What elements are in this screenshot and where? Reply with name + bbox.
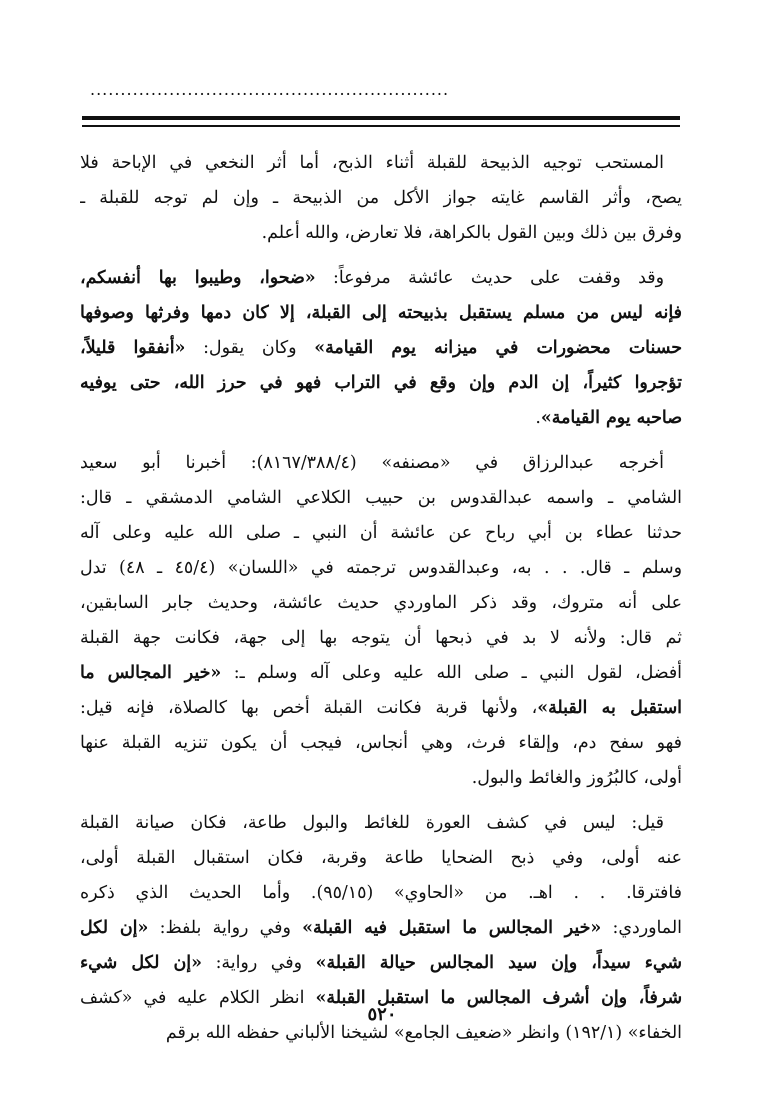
text-line	[80, 401, 682, 436]
body-text: وفي رواية:	[202, 953, 316, 973]
hadith-text: صاحبه يوم القيامة»	[540, 408, 682, 428]
text-line	[80, 146, 682, 181]
hadith-text: «إن لكل	[80, 918, 149, 938]
hadith-text: «إن لكل شيء	[80, 953, 202, 973]
hadith-text: شرفاً، وإن أشرف المجالس ما استقبل القبلة»	[315, 988, 682, 1008]
body-text: أخرجه عبدالرزاق في «مصنفه» (٨١٦٧/٣٨٨/٤): أخبرنا أبو سعيد	[80, 453, 664, 473]
text-line	[80, 181, 682, 216]
body-text: وقد وقفت على حديث عائشة مرفوعاً:	[315, 268, 664, 288]
text-line	[80, 586, 682, 621]
body-text: حدثنا عطاء بن أبي رباح عن عائشة أن النبي ـ صلى الله عليه وعلى آله	[80, 523, 682, 543]
body-text: أفضل، لقول النبي ـ صلى الله عليه وعلى آله وسلم ـ:	[221, 663, 682, 683]
text-line	[80, 261, 682, 296]
hadith-text: «خير المجالس ما	[80, 663, 222, 683]
text-line	[80, 876, 682, 911]
text-line	[80, 946, 682, 981]
paragraph	[80, 261, 682, 436]
hadith-text: «أنفقوا قليلاً،	[80, 338, 186, 358]
body-text: الماوردي:	[601, 918, 682, 938]
body-text: يصح، وأثر القاسم غايته جواز الأكل من الذبيحة ـ وإن لم توجه للقبلة ـ	[80, 188, 682, 208]
body-text: وسلم ـ قال. . . به، وعبدالقدوس ترجمته في «اللسان» (٤٥/٤ ـ ٤٨) تدل	[80, 558, 682, 578]
hadith-text: شيء سيداً، وإن سيد المجالس حيالة القبلة»	[315, 953, 682, 973]
hadith-text: حسنات محضورات في ميزانه يوم القيامة»	[314, 338, 682, 358]
text-line	[80, 621, 682, 656]
text-line	[80, 481, 682, 516]
body-text: أولى، كالبُرُوز والغائط والبول.	[471, 768, 682, 788]
hadith-text: تؤجروا كثيراً، إن الدم وإن وقع في التراب فهو في حرز الله، حتى يوفيه	[80, 373, 682, 393]
text-line	[80, 516, 682, 551]
body-text: وكان يقول:	[185, 338, 315, 358]
body-text: على أنه متروك، وقد ذكر الماوردي حديث عائشة، وحديث جابر السابقين،	[80, 593, 682, 613]
body-text: الشامي ـ واسمه عبدالقدوس بن حبيب الكلاعي الشامي الدمشقي ـ قال:	[80, 488, 682, 508]
body-text: فافترقا. . . اهـ. من «الحاوي» (٩٥/١٥). وأما الحديث الذي ذكره	[80, 883, 682, 903]
body-text: انظر الكلام عليه في «كشف	[80, 988, 316, 1008]
text-line	[80, 551, 682, 586]
main-text	[80, 146, 682, 1061]
text-line	[80, 296, 682, 331]
body-text: وفي رواية بلفظ:	[148, 918, 303, 938]
text-line	[80, 806, 682, 841]
text-line	[80, 761, 682, 796]
page-number: ٥٢٠	[367, 1004, 397, 1025]
body-text: .	[535, 408, 541, 428]
paragraph	[80, 146, 682, 251]
text-line	[80, 911, 682, 946]
text-line	[80, 446, 682, 481]
header-rule-thick	[82, 116, 680, 120]
body-text: قيل: ليس في كشف العورة للغائط والبول طاعة، فكان صيانة القبلة	[80, 813, 664, 833]
body-text: عنه أولى، وفي ذبح الضحايا طاعة وقربة، فكان استقبال القبلة أولى،	[80, 848, 682, 868]
hadith-text: «ضحوا، وطيبوا بها أنفسكم،	[80, 268, 316, 288]
body-text: وفرق بين ذلك وبين القول بالكراهة، فلا تعارض، والله أعلم.	[261, 223, 682, 243]
text-line	[80, 726, 682, 761]
paragraph	[80, 446, 682, 796]
header-dotted-line: ...........................................................	[90, 84, 450, 96]
text-line	[80, 691, 682, 726]
hadith-text: «خير المجالس ما استقبل فيه القبلة»	[302, 918, 602, 938]
text-line	[80, 366, 682, 401]
body-text: المستحب توجيه الذبيحة للقبلة أثناء الذبح، أما أثر النخعي في الإباحة فلا	[80, 153, 664, 173]
body-text: فهو سفح دم، وإلقاء فرث، وهي أنجاس، فيجب أن يكون تنزيه القبلة عنها	[80, 733, 682, 753]
hadith-text: فإنه ليس من مسلم يستقبل بذبيحته إلى القبلة، إلا كان دمها وفرثها وصوفها	[80, 303, 682, 323]
body-text: ، ولأنها قربة فكانت القبلة أخص بها كالصلاة، فإنه قيل:	[80, 698, 538, 718]
hadith-text: استقبل به القبلة»	[537, 698, 682, 718]
body-text: ثم قال: ولأنه لا بد في ذبحها أن يتوجه بها إلى جهة، فكانت جهة القبلة	[80, 628, 682, 648]
body-text: الخفاء» (١٩٢/١) وانظر «ضعيف الجامع» لشيخنا الألباني حفظه الله برقم	[165, 1023, 682, 1043]
text-line	[80, 841, 682, 876]
header-rule-thin	[82, 125, 680, 127]
text-line	[80, 331, 682, 366]
text-line	[80, 656, 682, 691]
text-line	[80, 216, 682, 251]
